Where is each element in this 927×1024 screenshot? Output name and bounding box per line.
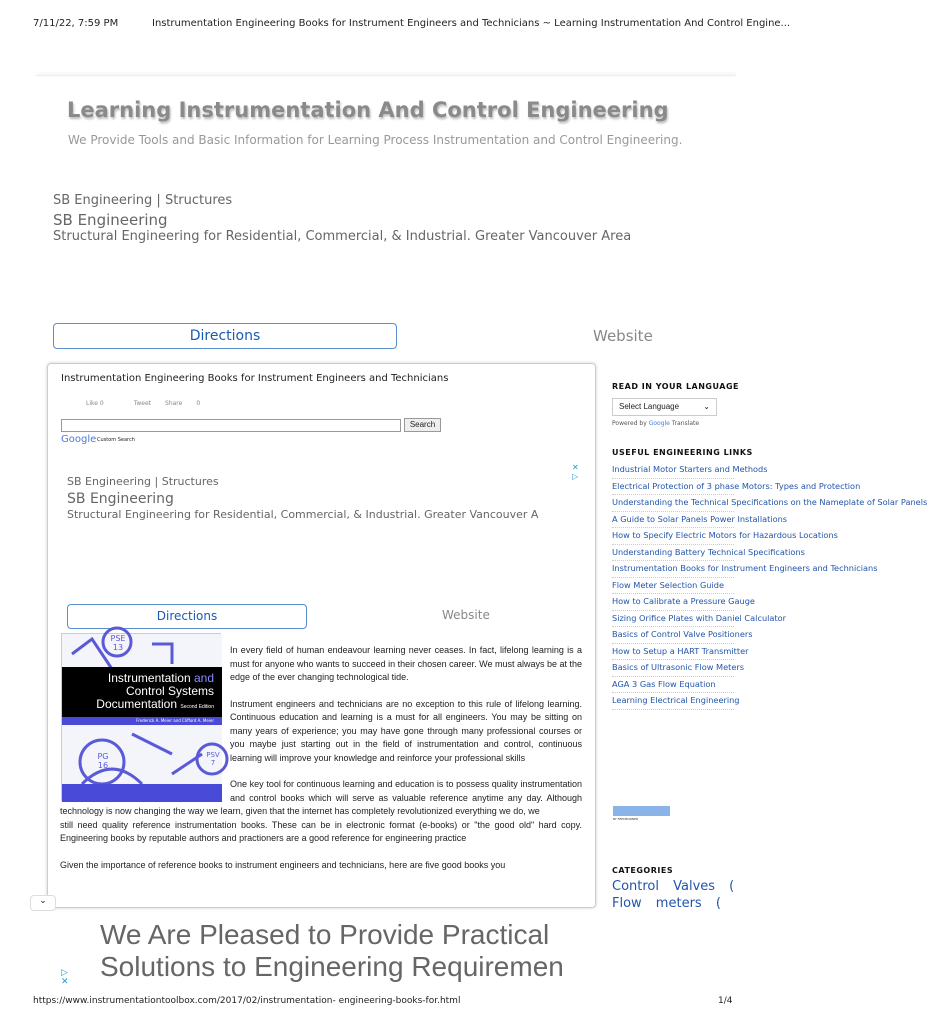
website-button[interactable]: Website bbox=[593, 327, 653, 345]
print-url: https://www.instrumentationtoolbox.com/2017/02/instrumentation- engineering-books-for.html bbox=[33, 996, 461, 1006]
print-title: Instrumentation Engineering Books for Instrument Engineers and Technicians ~ Learning Instrumentation And Control Engine... bbox=[152, 18, 791, 29]
adchoices-icon[interactable]: ✕ ▷ bbox=[572, 463, 579, 481]
sidebar-link[interactable]: A Guide to Solar Panels Power Installations bbox=[612, 512, 734, 529]
sidebar-link[interactable]: How to Calibrate a Pressure Gauge bbox=[612, 594, 734, 611]
ad-line1: SB Engineering | Structures bbox=[53, 193, 233, 208]
category-link[interactable]: Control Valves ( bbox=[612, 879, 735, 894]
like-button[interactable]: Like 0 bbox=[86, 400, 104, 407]
sidebar-link[interactable]: Flow Meter Selection Guide bbox=[612, 578, 734, 595]
cover-tag: PSE 13 bbox=[110, 634, 126, 652]
directions-button[interactable]: Directions bbox=[53, 323, 397, 349]
powered-by-label: Powered by bbox=[612, 420, 647, 427]
language-select-value: Select Language bbox=[619, 402, 680, 411]
post-ad[interactable] bbox=[67, 475, 538, 521]
paragraph: In every field of human endeavour learning never ceases. In fact, lifelong learning is a must for anyone who wants to succeed in their chosen career. We must always be at the edge of the ever changing technological tide. bbox=[230, 645, 583, 682]
collapse-chevron-icon[interactable]: ⌄ bbox=[30, 895, 56, 911]
custom-search-label: Custom Search bbox=[97, 437, 135, 443]
cover-tag: PG 16 bbox=[97, 752, 109, 770]
sidebar-link[interactable]: Sizing Orifice Plates with Daniel Calculator bbox=[612, 611, 734, 628]
sidebar-link[interactable]: Instrumentation Books for Instrument Engineers and Technicians bbox=[612, 561, 734, 578]
share-count: 0 bbox=[196, 400, 201, 407]
ad-headline: We Are Pleased to Provide Practical bbox=[100, 919, 550, 950]
engineering-links-list bbox=[612, 462, 927, 710]
google-logo: Google bbox=[648, 420, 670, 427]
ad-line3: Structural Engineering for Residential, Commercial, & Industrial. Greater Vancouver A bbox=[67, 508, 539, 521]
powered-by bbox=[612, 420, 699, 427]
translate-link[interactable]: Translate bbox=[671, 420, 700, 427]
sidebar-link[interactable]: Understanding Battery Technical Specifications bbox=[612, 545, 734, 562]
feedburner-label: BY FEEDBURNER bbox=[613, 817, 639, 821]
sidebar-link[interactable]: Basics of Ultrasonic Flow Meters bbox=[612, 660, 734, 677]
feedburner-badge[interactable] bbox=[613, 806, 670, 816]
search-button[interactable]: Search bbox=[404, 418, 441, 432]
blog-title[interactable]: Learning Instrumentation And Control Engineering bbox=[67, 98, 669, 122]
sidebar-link[interactable]: Understanding the Technical Specifications on the Nameplate of Solar Panels bbox=[612, 495, 734, 512]
cover-spacer bbox=[60, 644, 230, 804]
cover-edition: Second Edition bbox=[180, 704, 214, 710]
page-number: 1/4 bbox=[718, 996, 733, 1006]
post-title: Instrumentation Engineering Books for Instrument Engineers and Technicians bbox=[61, 373, 449, 384]
paragraph: One key tool for continuous learning and education is to possess quality instrumentation and control books which will serve as valuable reference anytime any day. Although technology is now changing the way we learn, given that the internet has completely revolutionized everything we do, we bbox=[60, 779, 582, 816]
top-ad[interactable] bbox=[53, 193, 631, 244]
cover-authors: Frederick A. Meier and Clifford A. Meier bbox=[136, 718, 214, 723]
ad-headline: Solutions to Engineering Requiremen bbox=[100, 951, 564, 982]
sidebar-link[interactable]: AGA 3 Gas Flow Equation bbox=[612, 677, 734, 694]
directions-button[interactable]: Directions bbox=[67, 604, 307, 629]
ad-line2: SB Engineering bbox=[53, 211, 168, 229]
cover-tag: PSV 7 bbox=[206, 751, 220, 767]
sidebar-link[interactable]: How to Specify Electric Motors for Hazardous Locations bbox=[612, 528, 734, 545]
post-body bbox=[60, 644, 582, 885]
categories-list bbox=[612, 878, 762, 912]
ad-line1: SB Engineering | Structures bbox=[67, 475, 219, 488]
print-datetime: 7/11/22, 7:59 PM bbox=[33, 18, 119, 29]
adchoices-icon[interactable]: ▷ ✕ bbox=[61, 968, 69, 987]
sidebar-link[interactable]: Learning Electrical Engineering bbox=[612, 693, 734, 710]
bottom-ad[interactable] bbox=[58, 915, 733, 990]
cover-title1: Instrumentation bbox=[107, 671, 191, 685]
cover-title-and: and bbox=[193, 671, 214, 685]
website-button[interactable]: Website bbox=[442, 608, 490, 622]
sidebar-link[interactable]: How to Setup a HART Transmitter bbox=[612, 644, 734, 661]
category-link[interactable]: Flow meters ( bbox=[612, 896, 721, 911]
cover-title2: Control Systems bbox=[125, 684, 214, 698]
ad-line3: Structural Engineering for Residential, Commercial, & Industrial. Greater Vancouver Area bbox=[53, 229, 632, 244]
links-heading: USEFUL ENGINEERING LINKS bbox=[612, 448, 753, 457]
sidebar-link[interactable]: Basics of Control Valve Positioners bbox=[612, 627, 734, 644]
paragraph: still need quality reference instrumentation books. These can be in electronic format (e-books) or "the good old" hard copy. Engineering books by reputable authors and practioners are a good reference for engineering practice bbox=[60, 819, 582, 843]
tweet-button[interactable]: Tweet bbox=[133, 400, 152, 407]
blog-description: We Provide Tools and Basic Information for Learning Process Instrumentation and Control Engineering. bbox=[68, 133, 683, 147]
paragraph: Instrument engineers and technicians are no exception to this rule of lifelong learning. Continuous education and learning is a must for all engineers. You may be sitting on many years of experience; you may have gone through many professional courses or you maybe just starting out in the field of instrumentation and control, continuous learning will improve your knowledge and reinforce your professional skills bbox=[230, 698, 582, 763]
social-bar bbox=[86, 400, 200, 407]
language-heading: READ IN YOUR LANGUAGE bbox=[612, 382, 739, 391]
divider bbox=[36, 75, 736, 76]
chevron-down-icon: ⌄ bbox=[703, 402, 710, 411]
sidebar-link[interactable]: Electrical Protection of 3 phase Motors: Types and Protection bbox=[612, 479, 734, 496]
paragraph: Given the importance of reference books to instrument engineers and technicians, here are five good books you bbox=[60, 859, 506, 870]
categories-heading: CATEGORIES bbox=[612, 866, 674, 875]
ad-line2: SB Engineering bbox=[67, 491, 174, 507]
cover-title3: Documentation bbox=[96, 697, 178, 711]
language-select[interactable] bbox=[612, 398, 717, 416]
share-button[interactable]: Share bbox=[165, 400, 183, 407]
google-logo: Google bbox=[61, 434, 97, 445]
search-input[interactable] bbox=[61, 419, 401, 432]
sidebar-link[interactable]: Industrial Motor Starters and Methods bbox=[612, 462, 734, 479]
